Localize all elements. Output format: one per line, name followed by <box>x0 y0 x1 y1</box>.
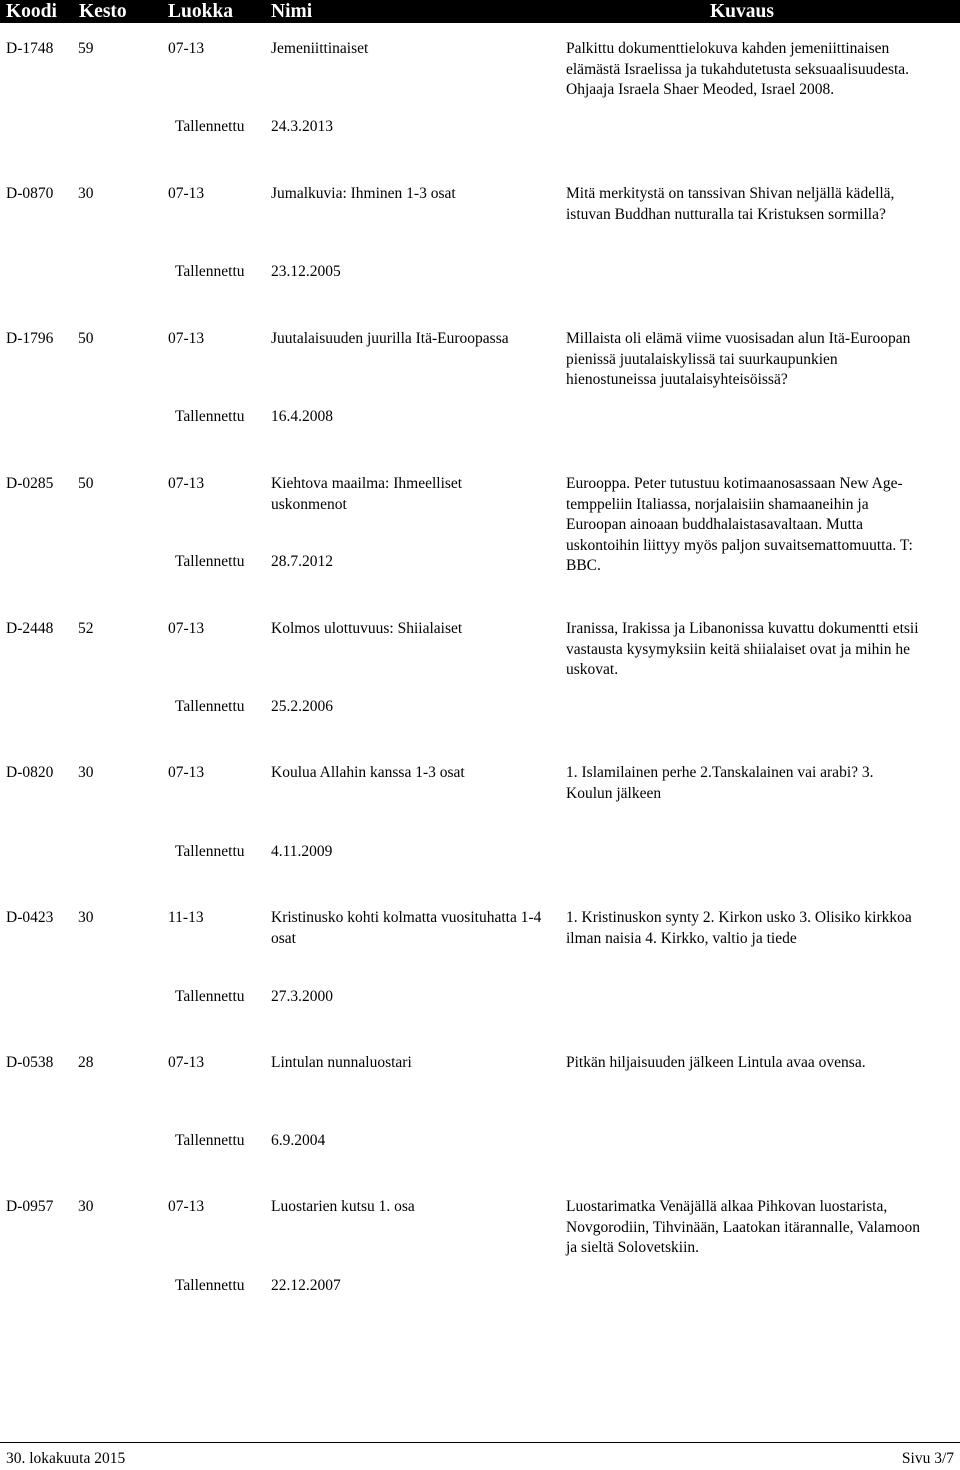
entry-length: 30 <box>78 764 94 781</box>
recorded-label: Tallennettu <box>175 1132 245 1149</box>
header-class: Luokka <box>168 1 234 22</box>
recorded-label: Tallennettu <box>175 553 245 570</box>
footer-divider <box>0 1442 960 1443</box>
entry-class: 07-13 <box>168 764 205 781</box>
recorded-date: 27.3.2000 <box>271 988 333 1005</box>
entry-name: Kolmos ulottuvuus: Shiialaiset <box>271 620 463 637</box>
entry-length: 28 <box>78 1054 94 1071</box>
recorded-date: 4.11.2009 <box>271 843 333 860</box>
recorded-label: Tallennettu <box>175 698 245 715</box>
page-number: Sivu 3/7 <box>901 1450 954 1467</box>
entry-length: 50 <box>78 475 94 492</box>
entry-class: 07-13 <box>168 1054 205 1071</box>
entry-code: D-0285 <box>6 475 54 492</box>
header-length: Kesto <box>79 1 127 22</box>
entry-name: Juutalaisuuden juurilla Itä-Euroopassa <box>271 330 509 347</box>
recorded-label: Tallennettu <box>175 1277 245 1294</box>
entry-class: 07-13 <box>168 1198 205 1215</box>
recorded-label: Tallennettu <box>175 408 245 425</box>
recorded-label: Tallennettu <box>175 988 245 1005</box>
recorded-label: Tallennettu <box>175 843 245 860</box>
header-name: Nimi <box>271 1 313 22</box>
entry-name: Kiehtova maailma: Ihmeelliset uskonmenot <box>271 475 463 513</box>
entry-name: Kristinusko kohti kolmatta vuosituhatta 1-4 osat <box>271 909 542 947</box>
entry-code: D-0957 <box>6 1198 54 1215</box>
entry-length: 30 <box>78 185 94 202</box>
recorded-date: 22.12.2007 <box>271 1277 341 1294</box>
entry-description: Iranissa, Irakissa ja Libanonissa kuvattu dokumentti etsii vastausta kysymyksiin keitä shiialaiset ovat ja mihin he uskovat. <box>566 620 919 678</box>
entry-class: 07-13 <box>168 330 205 347</box>
entry-description: Luostarimatka Venäjällä alkaa Pihkovan luostarista, Novgorodiin, Tihvinään, Laatokan itärannalle, Valamoon ja sieltä Solovetskiin. <box>566 1198 920 1256</box>
entry-name: Jemeniittinaiset <box>271 40 369 57</box>
entry-description: Palkittu dokumenttielokuva kahden jemeniittinaisen elämästä Israelissa ja tukahdutetusta seksuaalisuudesta. Ohjaaja Israela Shaer Meoded, Israel 2008. <box>566 40 910 98</box>
recorded-label: Tallennettu <box>175 118 245 135</box>
entry-name: Jumalkuvia: Ihminen 1-3 osat <box>271 185 456 202</box>
entry-code: D-0870 <box>6 185 54 202</box>
entry-length: 52 <box>78 620 94 637</box>
entry-description: 1. Islamilainen perhe 2.Tanskalainen vai arabi? 3. Koulun jälkeen <box>566 764 874 802</box>
entry-length: 30 <box>78 909 94 926</box>
entry-code: D-0423 <box>6 909 54 926</box>
entry-name: Lintulan nunnaluostari <box>271 1054 412 1071</box>
entry-description: Pitkän hiljaisuuden jälkeen Lintula avaa ovensa. <box>566 1054 866 1071</box>
entry-name: Koulua Allahin kanssa 1-3 osat <box>271 764 465 781</box>
recorded-date: 24.3.2013 <box>271 118 333 135</box>
entry-name: Luostarien kutsu 1. osa <box>271 1198 415 1215</box>
entry-code: D-2448 <box>6 620 54 637</box>
header-description: Kuvaus <box>710 1 774 22</box>
entry-code: D-1748 <box>6 40 54 57</box>
table-header <box>0 0 960 23</box>
entry-class: 07-13 <box>168 185 205 202</box>
entry-length: 59 <box>78 40 94 57</box>
header-code: Koodi <box>6 1 57 22</box>
entry-code: D-0538 <box>6 1054 54 1071</box>
entry-code: D-1796 <box>6 330 54 347</box>
entry-length: 50 <box>78 330 94 347</box>
recorded-date: 6.9.2004 <box>271 1132 326 1149</box>
recorded-date: 16.4.2008 <box>271 408 333 425</box>
entry-code: D-0820 <box>6 764 54 781</box>
entry-description: Millaista oli elämä viime vuosisadan alun Itä-Euroopan pienissä juutalaiskylissä tai suurkaupunkien hienostuneissa juutalaisyhteisöissä? <box>566 330 911 388</box>
recorded-label: Tallennettu <box>175 263 245 280</box>
recorded-date: 23.12.2005 <box>271 263 341 280</box>
entry-class: 07-13 <box>168 620 205 637</box>
entry-class: 11-13 <box>168 909 204 926</box>
entry-class: 07-13 <box>168 475 205 492</box>
entry-description: 1. Kristinuskon synty 2. Kirkon usko 3. Olisiko kirkkoa ilman naisia 4. Kirkko, valtio ja tiede <box>566 909 912 947</box>
entry-class: 07-13 <box>168 40 205 57</box>
entry-description: Eurooppa. Peter tutustuu kotimaanosassaan New Age-temppeliin Italiassa, norjalaisiin shamaaneihin ja Euroopan ainoaan buddhalaistasavaltaan. Mutta uskontoihin liittyy myös paljon suvaitsemattomuutta. T: BBC. <box>566 475 913 574</box>
recorded-date: 28.7.2012 <box>271 553 333 570</box>
entry-description: Mitä merkitystä on tanssivan Shivan neljällä kädellä, istuvan Buddhan nutturalla tai Kristuksen sormilla? <box>566 185 895 223</box>
footer-date: 30. lokakuuta 2015 <box>6 1450 126 1467</box>
entry-length: 30 <box>78 1198 94 1215</box>
recorded-date: 25.2.2006 <box>271 698 333 715</box>
